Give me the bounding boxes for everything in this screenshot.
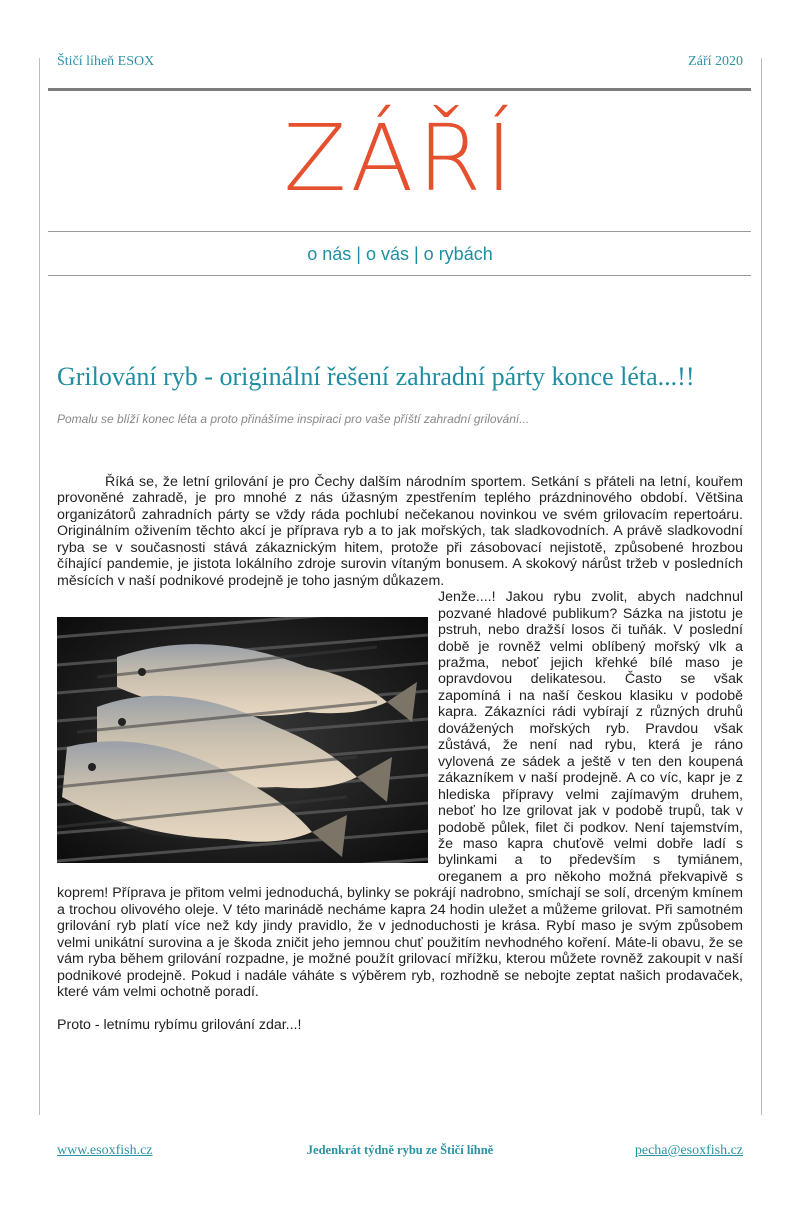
article-lead: Pomalu se blíží konec léta a proto přinášíme inspiraci pro vaše příští zahradní grilování... <box>57 412 530 426</box>
paragraph-2: Jenže....! Jakou rybu zvolit, abych nadchnul pozvané hladové publikum? Sázka na jistotu je pstruh, nebo dražší losos či tuňák. V poslední době je rovněž velmi oblíbený mořský vlk a pražma, neboť jejich křehké bílé maso je opravdovou delikatesou. Často se však zapomíná i na naší českou klasiku v podobě kapra. Zákazníci rádi vybírají z různých druhů dovážených mořských ryb. Pravdou však zůstává, že není nad rybu, která je ráno vylovená ze sádek a ještě v ten den koupená zákazníkem v naší prodejně. A co víc, kapr je z hlediska přípravy velmi zajímavým druhem, neboť ho lze grilovat jak v podobě trupů, tak v podobě půlek, filet či podkov. Není tajemstvím, že maso kapra chuťově velmi dobře ladí s bylinkami a to především s tymiánem, oreganem a pro někoho možná překvapivě s koprem! Příprava je přitom velmi jednoduchá, bylinky se pokrájí nadrobno, smíchají se solí, drceným kmínem a trochou olivového oleje. V této marinádě necháme kapra 24 hodin uležet a můžeme grilovat. Při samotném grilování ryb platí více než kdy jindy pravidlo, že v jednoduchosti je krása. Rybí maso je svým způsobem velmi unikátní surovina a je škoda zničit jeho jemnou chuť použitím nevhodného koření. Máte-li obavu, že se vám ryba během grilování rozpadne, je možné použít grilovací mřížku, kterou můžete rovněž zakoupit v naší podnikové prodejně. Pokud i nadále váháte s výběrem ryb, rozhodně se nebojte zeptat našich prodavaček, které vám velmi ochotně poradí. <box>57 589 743 1001</box>
right-margin-line <box>761 58 762 1115</box>
left-margin-line <box>39 58 40 1115</box>
grilled-fish-photo <box>57 617 428 863</box>
article-title: Grilování ryb - originální řešení zahradní párty konce léta...!! <box>57 362 695 391</box>
masthead-title: ZÁŘÍ <box>283 105 517 212</box>
footer-email-link[interactable]: pecha@esoxfish.cz <box>634 1143 743 1158</box>
header-org: Štičí líheň ESOX <box>57 54 155 69</box>
paragraph-1: Říká se, že letní grilování je pro Čechy dalším národním sportem. Setkání s přáteli na letní, kouřem provoněné zahradě, je pro mnohé z nás úžasným zpestřením teplého prázdninového období. Většina organizátorů zahradních párty se vždy ráda pochlubí nečekanou novinkou ve svém grilovacím repertoáru. Originálním oživením těchto akcí je příprava ryb a to jak mořských, tak sladkovodních. A právě sladkovodní ryba se v současnosti stává zákaznickým hitem, protože při zásobovací nejistotě, způsobené hrozbou číhající pandemie, je jistota lokálního zdroje surovin vítaným bonusem. A skokový nárůst tržeb v posledních měsících v naší podnikové prodejně je toho jasným důkazem. <box>57 474 743 589</box>
footer-slogan: Jedenkrát týdně rybu ze Štičí líhně <box>306 1143 494 1157</box>
header-date: Září 2020 <box>688 54 743 69</box>
section-nav: o nás | o vás | o rybách <box>307 244 493 264</box>
nav-rule-top <box>48 231 751 232</box>
footer-website-link[interactable]: www.esoxfish.cz <box>57 1143 153 1158</box>
article-body <box>57 474 743 1033</box>
header-rule <box>48 88 751 91</box>
nav-rule-bottom <box>48 275 751 276</box>
paragraph-3: Proto - letnímu rybímu grilování zdar...! <box>57 1016 302 1033</box>
